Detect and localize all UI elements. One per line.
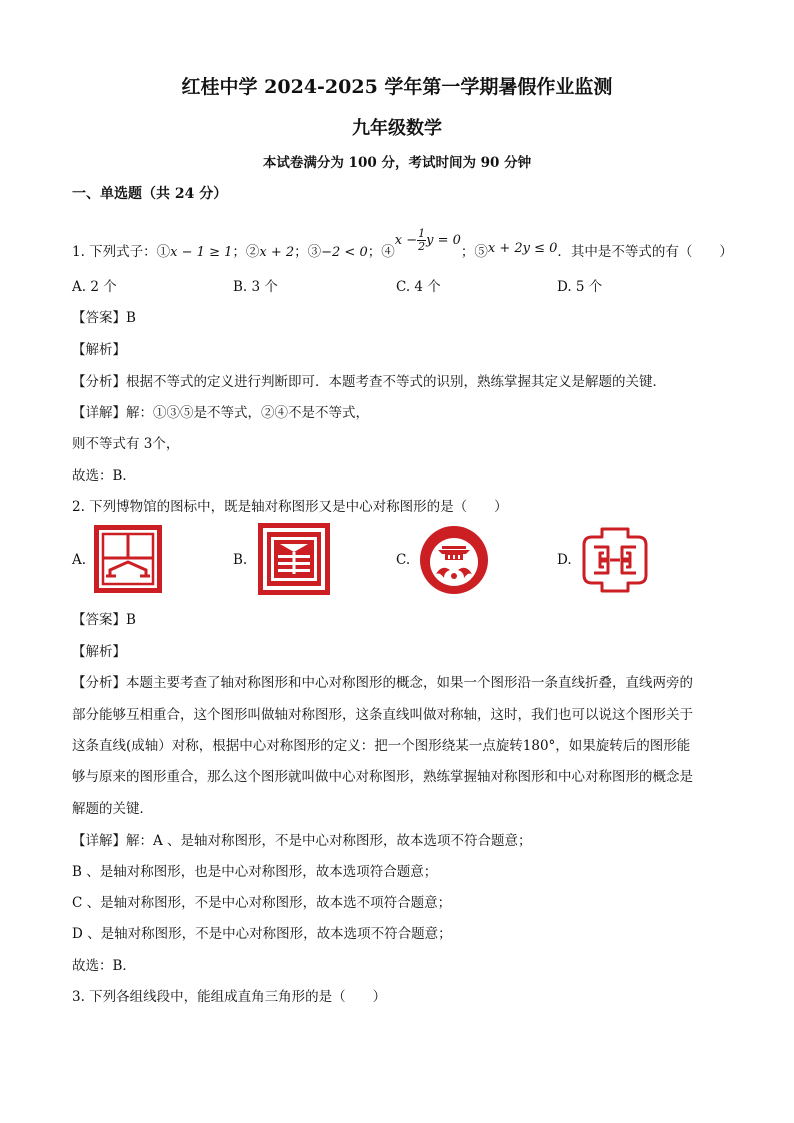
q2-option-a-label: A. bbox=[72, 552, 87, 568]
q1-expr-4-a: x − bbox=[394, 233, 418, 248]
q2-option-d-label: D. bbox=[557, 552, 572, 568]
q1-sep-3: ；③ bbox=[294, 244, 322, 260]
q2-fenxi-line-1: 【分析】本题主要考查了轴对称图形和中心对称图形的概念，如果一个图形沿一条直线折叠，直线两旁的 bbox=[72, 675, 693, 691]
q1-option-a: A. 2 个 bbox=[72, 279, 117, 295]
q1-option-b: B. 3 个 bbox=[233, 279, 278, 295]
q1-sep-4: ；④ bbox=[367, 244, 395, 260]
q1-expr-5: x + 2y ≤ 0 bbox=[487, 241, 558, 256]
q1-sep-2: ；② bbox=[232, 244, 260, 260]
q1-choose: 故选：B． bbox=[72, 468, 136, 484]
q1-expr-4-b: y = 0 bbox=[426, 233, 461, 248]
q2-fenxi-line-4: 够与原来的图形重合，那么这个图形就叫做中心对称图形，熟练掌握轴对称图形和中心对称图形的概念是 bbox=[72, 769, 693, 785]
q2-detail-line-1: 【详解】解：A 、是轴对称图形，不是中心对称图形，故本选项不符合题意； bbox=[72, 833, 532, 849]
q2-fenxi-line-2: 部分能够互相重合，这个图形叫做轴对称图形，这条直线叫做对称轴，这时，我们也可以说这个图形关于 bbox=[72, 707, 693, 723]
q1-detail: 【详解】解：①③⑤是不等式，②④不是不等式， bbox=[72, 405, 369, 421]
q1-expr-3: −2 < 0 bbox=[321, 245, 368, 260]
q1-option-c: C. 4 个 bbox=[396, 279, 441, 295]
q1-suffix: ．其中是不等式的有（ ） bbox=[557, 244, 733, 260]
exam-note: 本试卷满分为 100 分，考试时间为 90 分钟 bbox=[262, 155, 532, 171]
question-3-stem: 3. 下列各组线段中，能组成直角三角形的是（ ） bbox=[72, 989, 387, 1005]
q1-fraction-num: 1 bbox=[418, 227, 426, 240]
q2-fenxi-line-5: 解题的关键． bbox=[72, 801, 153, 817]
q2-detail-line-2: B 、是轴对称图形，也是中心对称图形，故本选项符合题意； bbox=[72, 864, 438, 880]
q1-prefix: 1. 下列式子：① bbox=[72, 244, 171, 260]
q1-detail-line-2: 则不等式有 3个， bbox=[72, 436, 180, 452]
museum-logo-b-icon bbox=[258, 523, 330, 595]
q1-expr-1: x − 1 ≥ 1 bbox=[170, 245, 233, 260]
question-2-stem: 2. 下列博物馆的图标中，既是轴对称图形又是中心对称图形的是（ ） bbox=[72, 499, 508, 515]
museum-logo-a-icon bbox=[94, 525, 162, 593]
q2-option-b-label: B. bbox=[233, 552, 248, 568]
page-subtitle: 九年级数学 bbox=[352, 118, 442, 139]
q2-answer: 【答案】B bbox=[72, 612, 136, 628]
q2-fenxi-line-3: 这条直线(成轴）对称，根据中心对称图形的定义：把一个图形绕某一点旋转180°，如果旋转后的图形能 bbox=[72, 738, 691, 754]
section-heading: 一、单选题（共 24 分） bbox=[72, 186, 228, 202]
museum-logo-d-icon bbox=[580, 525, 650, 595]
q2-choose: 故选：B． bbox=[72, 958, 136, 974]
q1-answer: 【答案】B bbox=[72, 310, 136, 326]
q1-analysis-label: 【解析】 bbox=[72, 342, 126, 358]
q1-sep-5: ；⑤ bbox=[460, 244, 488, 260]
q2-option-c-label: C. bbox=[396, 552, 411, 568]
q1-fenxi: 【分析】根据不等式的定义进行判断即可．本题考查不等式的识别，熟练掌握其定义是解题的关键． bbox=[72, 374, 666, 390]
page-title: 红桂中学 2024-2025 学年第一学期暑假作业监测 bbox=[181, 76, 613, 98]
q1-expr-4 bbox=[394, 227, 461, 253]
q2-detail-line-3: C 、是轴对称图形，不是中心对称图形，故本选不项符合题意； bbox=[72, 895, 452, 911]
q1-fraction bbox=[417, 228, 426, 253]
museum-logo-c-icon bbox=[418, 524, 490, 596]
q2-analysis-label: 【解析】 bbox=[72, 644, 126, 660]
q1-option-d: D. 5 个 bbox=[557, 279, 603, 295]
q1-expr-2: x + 2 bbox=[259, 245, 295, 260]
question-1-stem bbox=[72, 227, 733, 265]
q2-detail-line-4: D 、是轴对称图形，不是中心对称图形，故本选项不符合题意； bbox=[72, 926, 452, 942]
q1-fraction-den: 2 bbox=[418, 240, 426, 253]
